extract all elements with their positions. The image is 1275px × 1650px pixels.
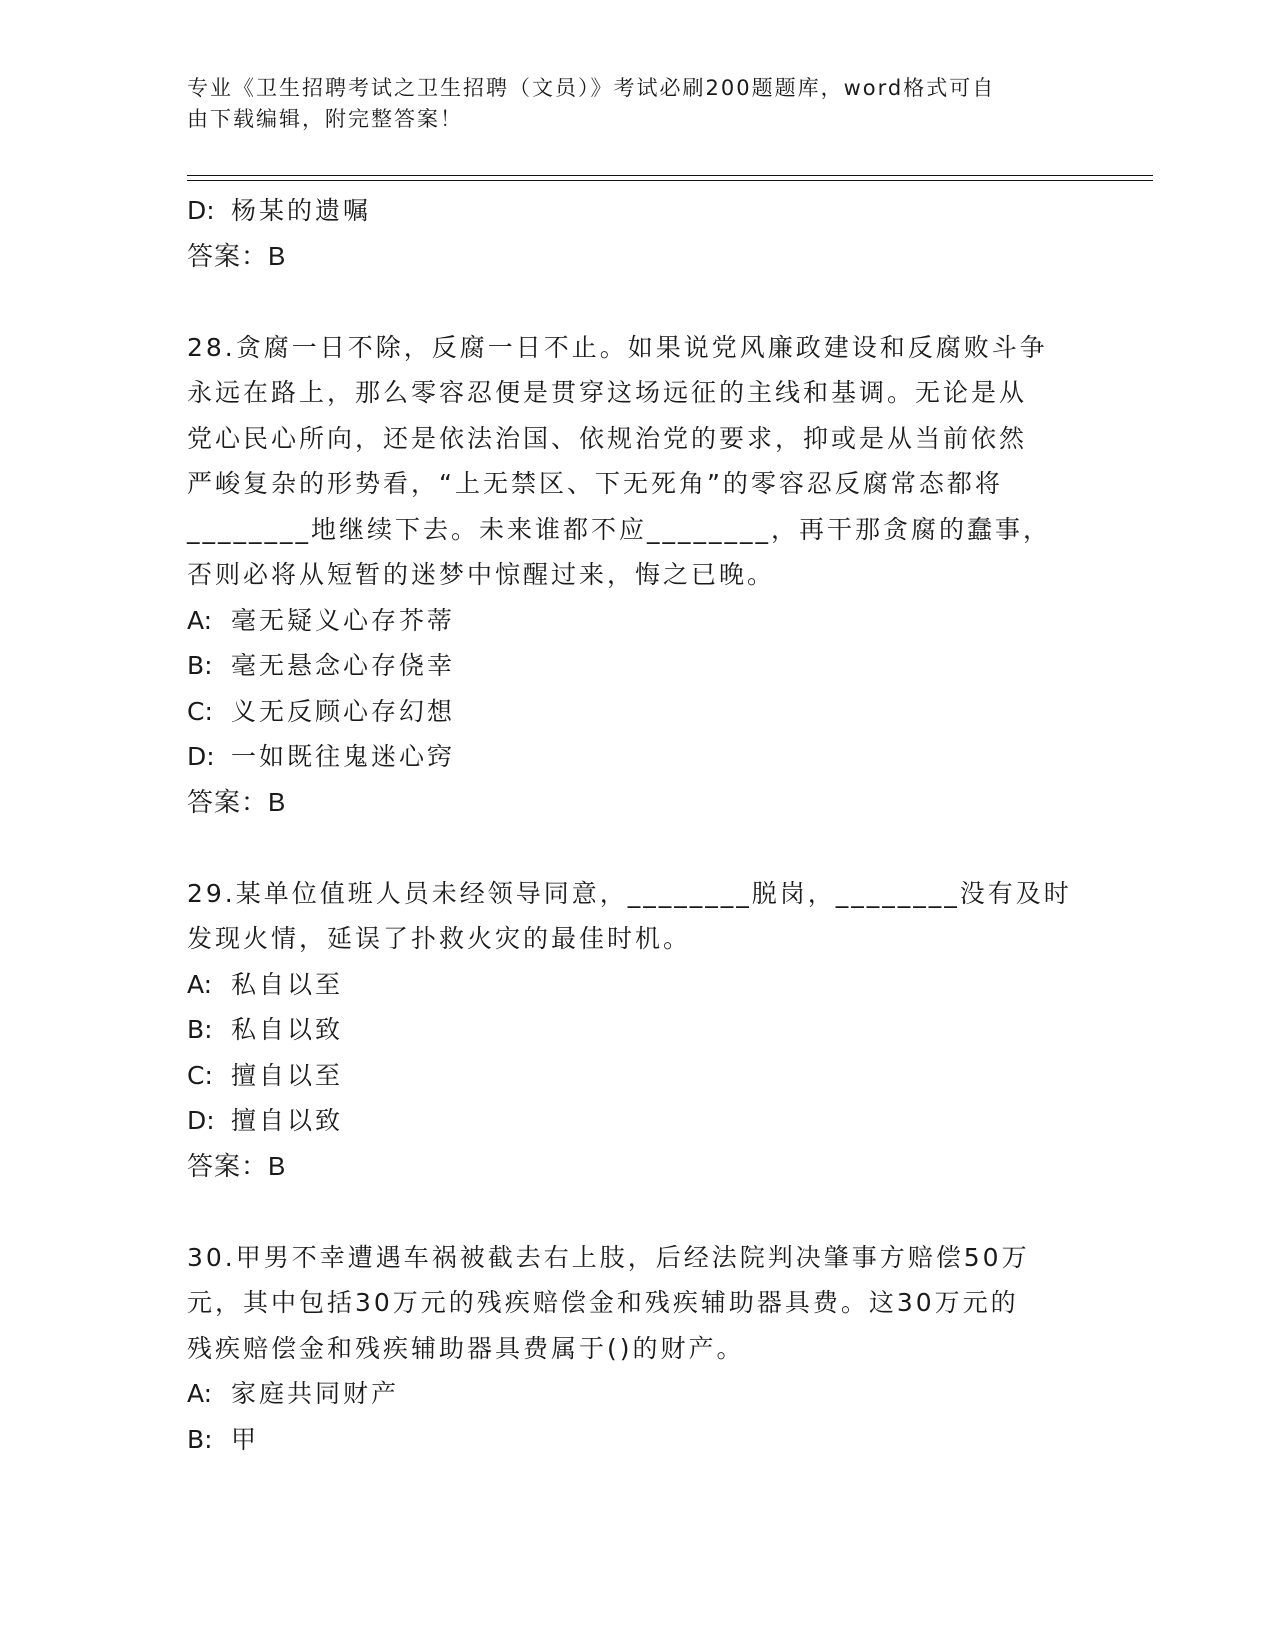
header-line-2: 由下载编辑，附完整答案！: [187, 107, 463, 131]
header-rule-top: [187, 175, 1153, 176]
question-line: ________地继续下去。未来谁都不应________，再干那贪腐的蠢事，: [187, 514, 1052, 544]
prev-option-d: [187, 188, 1087, 234]
option-key: D:: [187, 196, 215, 225]
spacer: [187, 279, 1087, 325]
question-line: 元，其中包括30万元的残疾赔偿金和残疾辅助器具费。这30万元的: [187, 1288, 1019, 1317]
option-key: C:: [187, 1060, 213, 1090]
question-line: 残疾赔偿金和残疾辅助器具费属于()的财产。: [187, 1333, 745, 1363]
question-line: 永远在路上，那么零容忍便是贯穿这场远征的主线和基调。无论是从: [187, 378, 1028, 407]
option-a: [187, 962, 1087, 1008]
page-header: [187, 73, 1067, 135]
option-key: D:: [187, 1106, 215, 1135]
option-text: 擅自以至: [231, 1060, 344, 1090]
option-b: [187, 1417, 1087, 1463]
question-line: 否则必将从短暂的迷梦中惊醒过来，悔之已晚。: [187, 560, 776, 589]
option-b: [187, 1007, 1087, 1053]
option-text: 毫无疑义心存芥蒂: [231, 605, 456, 635]
option-text: 义无反顾心存幻想: [231, 696, 456, 726]
option-key: B:: [187, 1424, 213, 1454]
option-c: [187, 689, 1087, 735]
header-line-1: 专业《卫生招聘考试之卫生招聘（文员）》考试必刷200题题库，word格式可自: [187, 76, 996, 100]
option-d: [187, 734, 1087, 780]
spacer: [187, 1189, 1087, 1235]
option-key: C:: [187, 696, 213, 726]
option-b: [187, 643, 1087, 689]
option-c: [187, 1053, 1087, 1099]
document-body: [187, 188, 1087, 1462]
header-rule-bottom: [187, 180, 1153, 181]
answer-line: 答案：B: [187, 786, 287, 817]
question-29: [187, 871, 1087, 1190]
option-text: 擅自以致: [231, 1106, 344, 1135]
question-line: 29.某单位值班人员未经领导同意，________脱岗，________没有及时: [187, 878, 1072, 908]
option-key: B:: [187, 1015, 213, 1044]
option-key: D:: [187, 742, 215, 771]
option-a: [187, 598, 1087, 644]
question-28: [187, 325, 1087, 826]
option-text: 杨某的遗嘱: [231, 196, 372, 225]
option-text: 家庭共同财产: [231, 1379, 400, 1408]
option-key: A:: [187, 605, 213, 635]
question-line: 党心民心所向，还是依法治国、依规治党的要求，抑或是从当前依然: [187, 423, 1028, 453]
option-key: A:: [187, 1379, 213, 1408]
option-text: 私自以至: [231, 969, 344, 999]
option-key: B:: [187, 651, 213, 680]
option-text: 毫无悬念心存侥幸: [231, 651, 456, 680]
question-line: 发现火情，延误了扑救火灾的最佳时机。: [187, 924, 692, 953]
option-text: 一如既往鬼迷心窍: [231, 742, 456, 771]
prev-answer: 答案：B: [187, 240, 287, 271]
option-key: A:: [187, 969, 213, 999]
question-line: 30.甲男不幸遭遇车祸被截去右上肢，后经法院判决肇事方赔偿50万: [187, 1242, 1030, 1272]
question-30: [187, 1235, 1087, 1463]
question-line: 严峻复杂的形势看，“上无禁区、下无死角”的零容忍反腐常态都将: [187, 469, 1003, 498]
option-a: [187, 1371, 1087, 1417]
option-text: 甲: [231, 1424, 260, 1454]
option-text: 私自以致: [231, 1015, 344, 1044]
spacer: [187, 825, 1087, 871]
answer-line: 答案：B: [187, 1150, 287, 1181]
option-d: [187, 1098, 1087, 1144]
question-line: 28.贪腐一日不除，反腐一日不止。如果说党风廉政建设和反腐败斗争: [187, 332, 1048, 362]
